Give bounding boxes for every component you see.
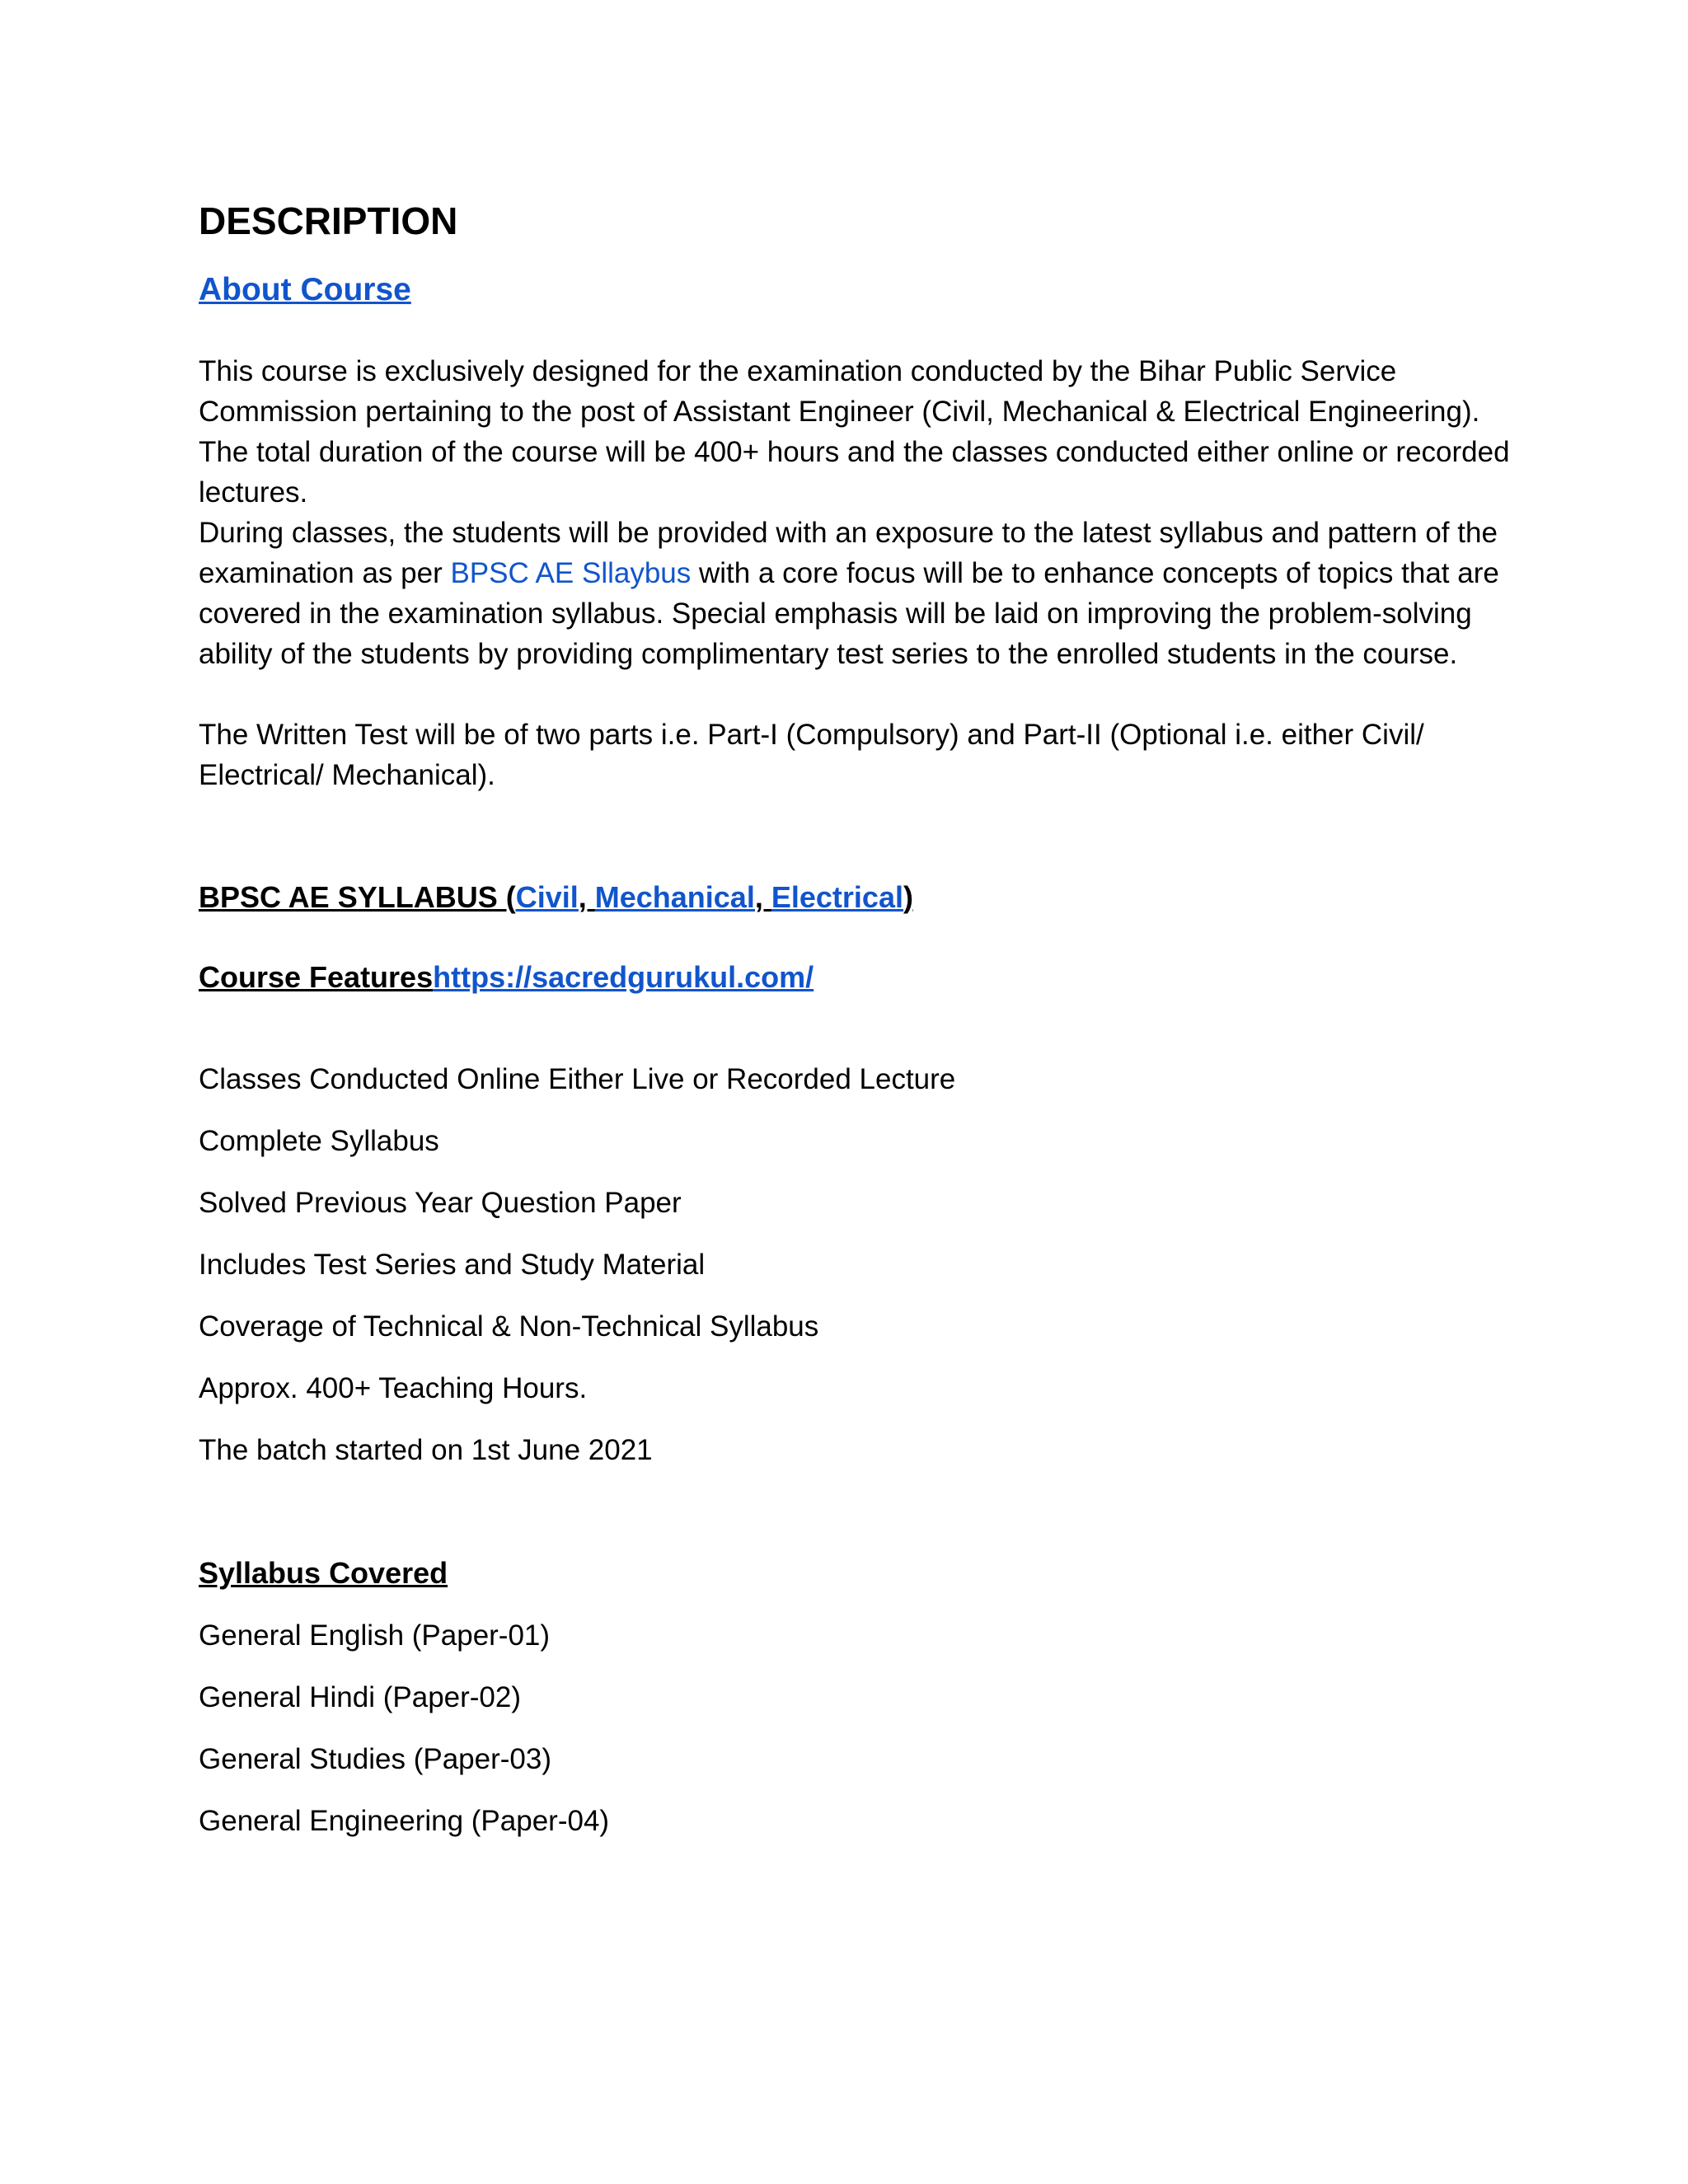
- course-features-heading: [199, 957, 1517, 998]
- mechanical-link[interactable]: Mechanical: [594, 880, 755, 914]
- syllabus-covered-heading: Syllabus Covered: [199, 1556, 448, 1590]
- classes-text-before: During classes, the students will be provided with an exposure to the latest syllabus and pattern of the examination as per: [199, 517, 1498, 589]
- list-item: Approx. 400+ Teaching Hours.: [199, 1372, 588, 1404]
- syllabus-heading: [199, 877, 1517, 918]
- course-intro-paragraph: [199, 351, 1517, 674]
- list-item: The batch started on 1st June 2021: [199, 1434, 653, 1466]
- sacredgurukul-link[interactable]: https://sacredgurukul.com/: [433, 960, 814, 994]
- list-item: Includes Test Series and Study Material: [199, 1249, 706, 1281]
- civil-link[interactable]: Civil: [515, 880, 579, 914]
- syllabus-separator: ,: [578, 880, 595, 914]
- list-item: General Hindi (Paper-02): [199, 1681, 522, 1713]
- list-item: General Studies (Paper-03): [199, 1743, 551, 1775]
- list-item: Complete Syllabus: [199, 1125, 439, 1157]
- written-test-paragraph: The Written Test will be of two parts i.e. Part-I (Compulsory) and Part-II (Optional i.e. either Civil/ Electrical/ Mechanical).: [199, 719, 1424, 791]
- classes-text-after: with a core focus will be to enhance concepts of topics that are covered in the examination syllabus. Special emphasis will be laid on improving the problem-solving ability of the students by providing complimentary test series to the enrolled students in the course.: [199, 557, 1499, 670]
- electrical-link[interactable]: Electrical: [771, 880, 903, 914]
- document-content: [199, 191, 1517, 1841]
- list-item: General English (Paper-01): [199, 1619, 551, 1652]
- about-course-link[interactable]: About Course: [199, 272, 411, 307]
- course-features-list: [199, 1059, 1517, 1470]
- intro-text: This course is exclusively designed for the examination conducted by the Bihar Public Service Commission pertaining to the post of Assistant Engineer (Civil, Mechanical & Electrical Engineering). The total duration of the course will be 400+ hours and the classes conducted either online or recorded lectures.: [199, 355, 1510, 509]
- syllabus-separator: ,: [754, 880, 771, 914]
- syllabus-covered-list: [199, 1615, 1517, 1841]
- list-item: General Engineering (Paper-04): [199, 1805, 610, 1837]
- list-item: Classes Conducted Online Either Live or Recorded Lecture: [199, 1063, 956, 1095]
- page-title: DESCRIPTION: [199, 199, 458, 242]
- syllabus-heading-prefix: BPSC AE SYLLABUS (: [199, 880, 516, 914]
- bpsc-ae-syllabus-link[interactable]: BPSC AE Sllaybus: [450, 557, 692, 589]
- list-item: Solved Previous Year Question Paper: [199, 1187, 682, 1219]
- syllabus-heading-suffix: ): [903, 880, 913, 914]
- about-course-heading: [199, 267, 1517, 313]
- list-item: Coverage of Technical & Non-Technical Syllabus: [199, 1310, 819, 1343]
- course-features-label: Course Features: [199, 960, 434, 994]
